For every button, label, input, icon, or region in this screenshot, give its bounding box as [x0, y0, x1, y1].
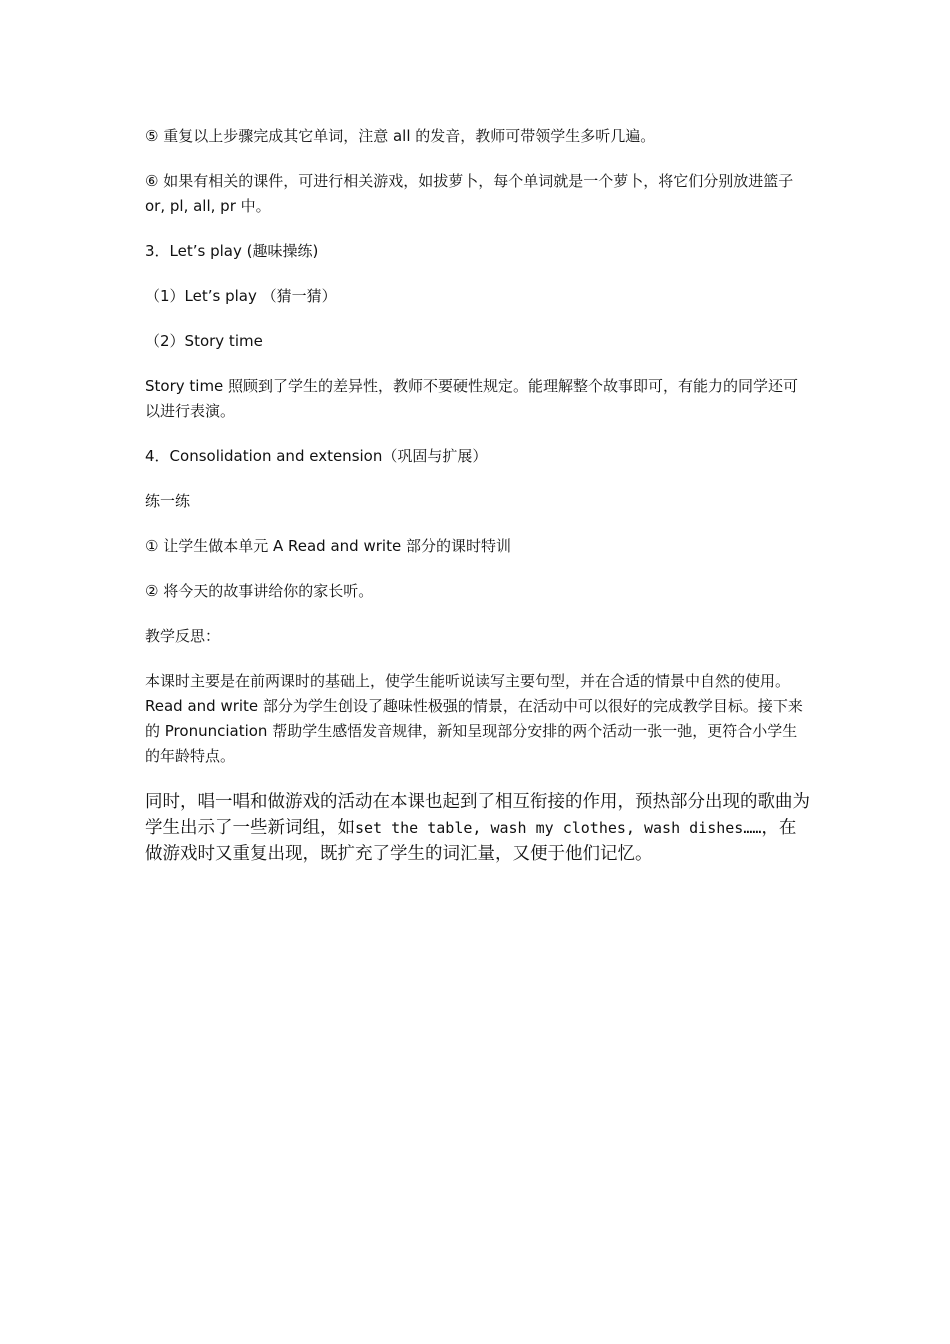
step-5-paragraph: ⑤ 重复以上步骤完成其它单词，注意 all 的发音，教师可带领学生多听几遍。 [145, 127, 656, 145]
reflection-paragraph: 本课时主要是在前两课时的基础上，使学生能听说读写主要句型，并在合适的情景中自然的使用。Read and write 部分为学生创设了趣味性极强的情景，在活动中可以很好的完成教学目标。接下来的 Pronunciation 帮助学生感悟发音规律，新知呈现部分安排的两个活动一张一弛，更符合小学生的年龄特点。 [145, 672, 803, 765]
story-time-paragraph: Story time 照顾到了学生的差异性，教师不要硬性规定。能理解整个故事即可，有能力的同学还可以进行表演。 [145, 377, 799, 420]
section-4-heading: 4．Consolidation and extension（巩固与扩展） [145, 447, 488, 465]
reflection-heading: 教学反思： [145, 627, 221, 645]
practice-item-2: ② 将今天的故事讲给你的家长听。 [145, 582, 374, 600]
subsection-1-heading: （1）Let’s play （猜一猜） [145, 287, 337, 305]
final-paragraph-phrases: set the table, wash my clothes, wash dishes…… [355, 819, 762, 837]
subsection-2-heading: （2）Story time [145, 332, 263, 350]
final-paragraph-start: 同时，唱一唱和做游戏的活动在本课也起到了相互衔接的作用，预热部分出现的歌曲为学生出示了一些新词组，如 [145, 792, 810, 838]
section-3-heading: 3．Let’s play (趣味操练) [145, 242, 319, 260]
final-paragraph-end: ，在做游戏时又重复出现，既扩充了学生的词汇量，又便于他们记忆。 [145, 818, 797, 864]
step-6-paragraph: ⑥ 如果有相关的课件，可进行相关游戏，如拔萝卜，每个单词就是一个萝卜，将它们分别放进篮子 or, pl, all, pr 中。 [145, 172, 794, 215]
practice-item-1: ① 让学生做本单元 A Read and write 部分的课时特训 [145, 537, 511, 555]
final-paragraph [145, 789, 810, 867]
practice-heading: 练一练 [145, 492, 191, 510]
document-body [145, 124, 810, 887]
